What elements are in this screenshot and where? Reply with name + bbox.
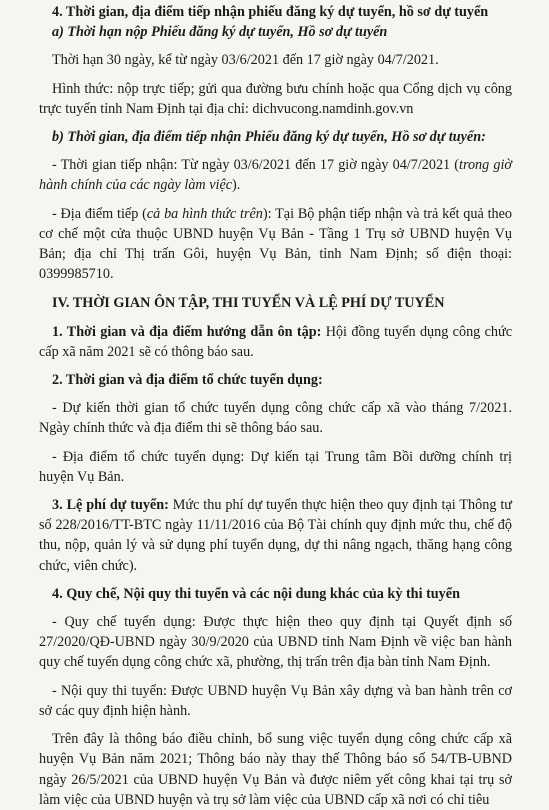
section-iv-item-1 bbox=[39, 322, 512, 362]
closing-paragraph: Trên đây là thông báo điều chỉnh, bổ sung việc tuyển dụng công chức cấp xã huyện Vụ Bản năm 2021; Thông báo này thay thế Thông báo số 54/TB-UBND ngày 26/5/2021 của UBND huyện Vụ Bản và được niêm yết công khai tại trụ sở làm việc của UBND huyện và trụ sở làm việc của UBND cấp xã nơi có chỉ tiêu bbox=[39, 731, 512, 808]
section-4b-heading: b) Thời gian, địa điểm tiếp nhận Phiếu đăng ký dự tuyển, Hồ sơ dự tuyển: bbox=[52, 129, 486, 146]
section-4b-place-italic: cả ba hình thức trên bbox=[146, 205, 263, 222]
section-4a-form: Hình thức: nộp trực tiếp; gửi qua đường bưu chính hoặc qua Cổng dịch vụ công trực tuyến tỉnh Nam Định tại địa chỉ: dichvucong.namdinh.gov.vn bbox=[39, 80, 512, 117]
section-4b-place bbox=[39, 204, 512, 285]
section-iv-item-3 bbox=[39, 495, 512, 576]
section-iv-item-1-text: Hội đồng tuyển dụng công chức cấp xã năm 2021 sẽ có thông báo sau. bbox=[39, 323, 512, 360]
section-4a-deadline: Thời hạn 30 ngày, kể từ ngày 03/6/2021 đến 17 giờ ngày 04/7/2021. bbox=[52, 52, 439, 69]
section-4b-place-start: - Địa điểm tiếp ( bbox=[52, 205, 147, 222]
section-4b-time-text: - Thời gian tiếp nhận: Từ ngày 03/6/2021 đến 17 giờ ngày 04/7/2021 ( bbox=[52, 157, 460, 174]
section-iv-item-2-line-1: - Dự kiến thời gian tổ chức tuyển dụng công chức cấp xã vào tháng 7/2021. Ngày chính thức và địa điểm thi sẽ thông báo sau. bbox=[39, 400, 512, 437]
section-4a-heading: a) Thời hạn nộp Phiếu đăng ký dự tuyển, Hồ sơ dự tuyển bbox=[52, 24, 388, 41]
section-4b-time-end: ). bbox=[232, 177, 241, 194]
section-iv-item-4-line-2: - Nội quy thi tuyển: Được UBND huyện Vụ Bản xây dựng và ban hành trên cơ sở các quy định hiện hành. bbox=[39, 682, 512, 719]
section-iv-item-4-line-1: - Quy chế tuyển dụng: Được thực hiện theo quy định tại Quyết định số 27/2020/QĐ-UBND ngày 30/9/2020 của UBND tỉnh Nam Định về việc ban hành quy chế tuyển dụng công chức xã, phường, thị trấn trên địa bàn tỉnh Nam Định. bbox=[39, 614, 512, 671]
section-iv-item-3-text: Mức thu phí dự tuyển thực hiện theo quy định tại Thông tư số 228/2016/TT-BTC ngày 11/11/2016 của Bộ Tài chính quy định mức thu, chế độ thu, nộp, quản lý và sử dụng phí tuyển dụng, dự thi nâng ngạch, thăng hạng công chức, viên chức). bbox=[39, 497, 512, 574]
section-4b-time bbox=[39, 155, 512, 195]
section-4-heading: 4. Thời gian, địa điểm tiếp nhận phiếu đăng ký dự tuyển, hồ sơ dự tuyển bbox=[52, 4, 489, 20]
section-iv-item-2-line-2: - Địa điểm tổ chức tuyển dụng: Dự kiến tại Trung tâm Bồi dưỡng chính trị huyện Vụ Bản. bbox=[39, 448, 512, 485]
section-iv-heading: IV. THỜI GIAN ÔN TẬP, THI TUYỂN VÀ LỆ PHÍ DỰ TUYỂN bbox=[52, 295, 445, 312]
section-iv-item-4-heading: 4. Quy chế, Nội quy thi tuyển và các nội dung khác của kỳ thi tuyển bbox=[52, 585, 460, 602]
section-iv-item-2-heading: 2. Thời gian và địa điểm tổ chức tuyển dụng: bbox=[52, 372, 323, 389]
section-iv-item-1-label: 1. Thời gian và địa điểm hướng dẫn ôn tập: bbox=[52, 323, 322, 340]
section-4b-place-rest: ): Tại Bộ phận tiếp nhận và trả kết quả theo cơ chế một cửa thuộc UBND huyện Vụ Bản - Tầng 1 Trụ sở UBND huyện Vụ Bản; địa chỉ Thị trấn Gôi, huyện Vụ Bản, tỉnh Nam Định; số điện thoại: 0399985710. bbox=[39, 205, 513, 283]
section-4b-time-italic: trong giờ hành chính của các ngày làm việc bbox=[39, 157, 512, 194]
section-iv-item-3-label: 3. Lệ phí dự tuyển: bbox=[52, 497, 169, 514]
